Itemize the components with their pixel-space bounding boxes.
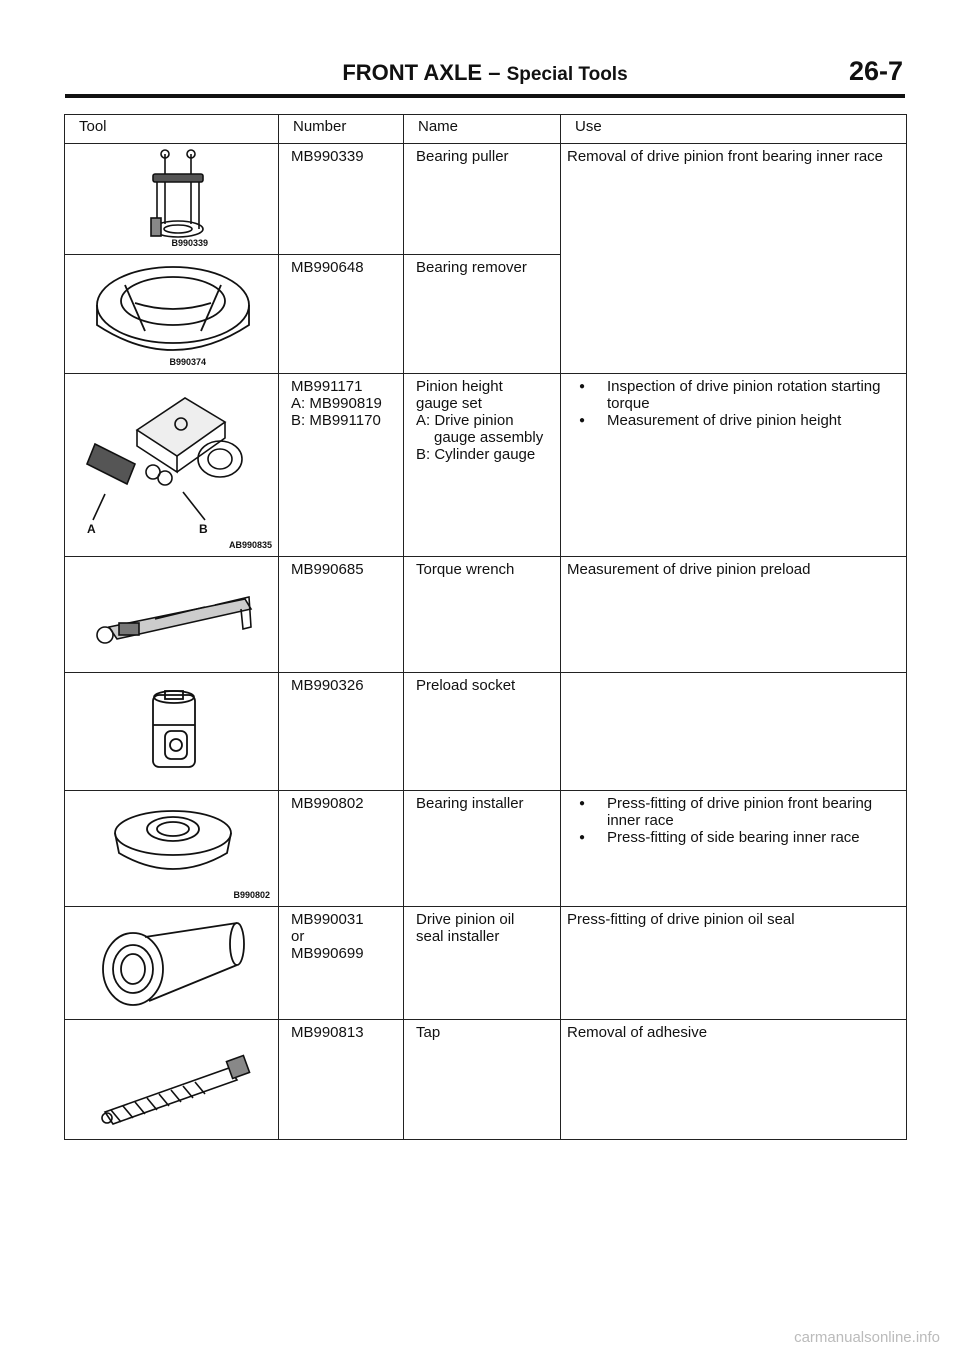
tool-image-cell (65, 144, 279, 255)
table-row (65, 1020, 907, 1140)
col-header-name: Name (404, 115, 561, 144)
table-row (65, 374, 907, 557)
tool-number: MB990031 or MB990699 (279, 907, 404, 1020)
tool-code: B990374 (169, 357, 206, 367)
tool-number: MB990802 (279, 791, 404, 907)
col-header-use: Use (561, 115, 907, 144)
tool-image-cell (65, 791, 279, 907)
bearing-installer-icon (65, 791, 277, 906)
title-separator: – (488, 60, 501, 85)
tool-number: MB990326 (279, 673, 404, 791)
tool-number: MB990339 (279, 144, 404, 255)
tool-use (561, 791, 907, 907)
tool-name: Drive pinion oil seal installer (404, 907, 561, 1020)
table-row (65, 557, 907, 673)
tool-image-cell (65, 255, 279, 374)
tap-icon (65, 1020, 277, 1139)
tool-code: B990802 (233, 890, 270, 900)
torque-wrench-icon (65, 557, 277, 672)
bearing-remover-icon (65, 255, 277, 373)
page-header (65, 58, 905, 98)
tool-use: Removal of drive pinion front bearing inner race (561, 144, 907, 374)
page-title (65, 60, 905, 86)
label-a: A (87, 522, 96, 536)
tool-image-cell (65, 1020, 279, 1140)
tool-code: AB990835 (228, 540, 272, 550)
table-row (65, 144, 907, 255)
special-tools-table (64, 114, 907, 1140)
tool-number: MB990648 (279, 255, 404, 374)
table-row (65, 791, 907, 907)
table-header-row (65, 115, 907, 144)
tool-image-cell (65, 374, 279, 557)
table-row (65, 673, 907, 791)
use-bullet: ● Inspection of drive pinion rotation starting torque (585, 378, 900, 412)
tool-name: Preload socket (404, 673, 561, 791)
title-sub: Special Tools (506, 64, 628, 85)
col-header-number: Number (279, 115, 404, 144)
tool-use: Press-fitting of drive pinion oil seal (561, 907, 907, 1020)
tool-name: Tap (404, 1020, 561, 1140)
tool-use (561, 673, 907, 791)
title-main: FRONT AXLE (342, 60, 483, 85)
use-bullet: ● Press-fitting of side bearing inner race (585, 829, 900, 846)
col-header-tool: Tool (65, 115, 279, 144)
oil-seal-installer-icon (65, 907, 277, 1019)
tool-code: B990339 (171, 238, 208, 248)
watermark-footer: carmanualsonline.info (794, 1329, 940, 1346)
tool-name: Torque wrench (404, 557, 561, 673)
preload-socket-icon (65, 673, 277, 790)
tool-name: Bearing puller (404, 144, 561, 255)
tool-use: Removal of adhesive (561, 1020, 907, 1140)
tool-number: MB991171 A: MB990819 B: MB991170 (279, 374, 404, 557)
tool-image-cell (65, 673, 279, 791)
tool-number: MB990685 (279, 557, 404, 673)
table-row (65, 907, 907, 1020)
tool-name: Bearing installer (404, 791, 561, 907)
tool-name: Bearing remover (404, 255, 561, 374)
label-b: B (199, 522, 208, 536)
tool-image-cell (65, 907, 279, 1020)
tool-use (561, 374, 907, 557)
tool-number: MB990813 (279, 1020, 404, 1140)
use-bullet: ● Measurement of drive pinion height (585, 412, 900, 429)
pinion-height-gauge-icon (65, 374, 277, 556)
tool-image-cell (65, 557, 279, 673)
tool-use: Measurement of drive pinion preload (561, 557, 907, 673)
use-bullet: ● Press-fitting of drive pinion front bearing inner race (585, 795, 900, 829)
tool-name: Pinion height gauge set A: Drive pinion gauge assembly B: Cylinder gauge (404, 374, 561, 557)
page-number: 26-7 (848, 56, 903, 86)
